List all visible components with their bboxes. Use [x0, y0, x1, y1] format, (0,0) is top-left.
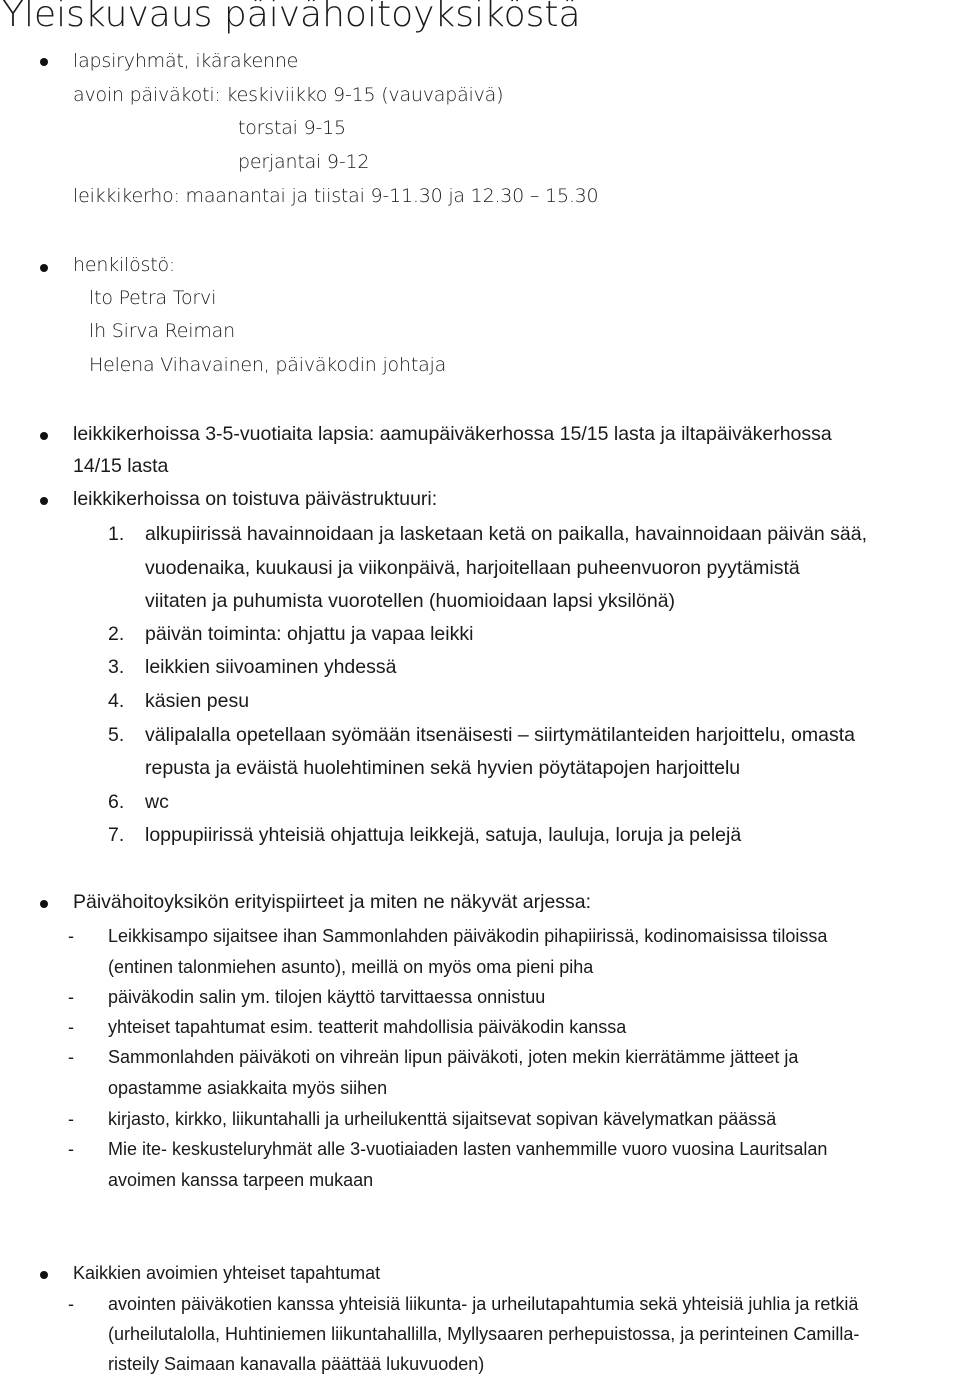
bullet-icon: [40, 58, 48, 66]
shared-events-heading: Kaikkien avoimien yhteiset tapahtumat: [73, 1263, 381, 1283]
staff-member: lh Sirva Reiman: [89, 320, 235, 342]
day-structure-heading: leikkikerhoissa on toistuva päivästruktuuri:: [73, 488, 438, 510]
bullet-icon: [40, 432, 48, 440]
staff-member: lto Petra Torvi: [89, 287, 217, 309]
play-club-children: leikkikerhoissa 3-5-vuotiaita lapsia: aamupäiväkerhossa 15/15 lasta ja iltapäiväkerhossa: [73, 423, 832, 445]
special-features-heading: Päivähoitoyksikön erityispiirteet ja miten ne näkyvät arjessa:: [73, 891, 592, 913]
play-club-hours: leikkikerho: maanantai ja tiistai 9-11.30 ja 12.30 – 15.30: [73, 185, 599, 207]
open-daycare-thursday: torstai 9-15: [238, 117, 346, 139]
age-structure-heading: lapsiryhmät, ikärakenne: [73, 50, 299, 72]
bullet-icon: [40, 497, 48, 505]
bullet-icon: [40, 1271, 48, 1279]
open-daycare-wednesday: avoin päiväkoti: keskiviikko 9-15 (vauvapäivä): [73, 84, 504, 106]
page-title: Yleiskuvaus päivähoitoyksiköstä: [2, 0, 581, 35]
staff-heading: henkilöstö:: [73, 254, 176, 276]
bullet-icon: [40, 900, 48, 908]
staff-member: Helena Vihavainen, päiväkodin johtaja: [89, 354, 447, 376]
play-club-children-cont: 14/15 lasta: [73, 455, 169, 477]
bullet-icon: [40, 264, 48, 272]
open-daycare-friday: perjantai 9-12: [238, 151, 370, 173]
